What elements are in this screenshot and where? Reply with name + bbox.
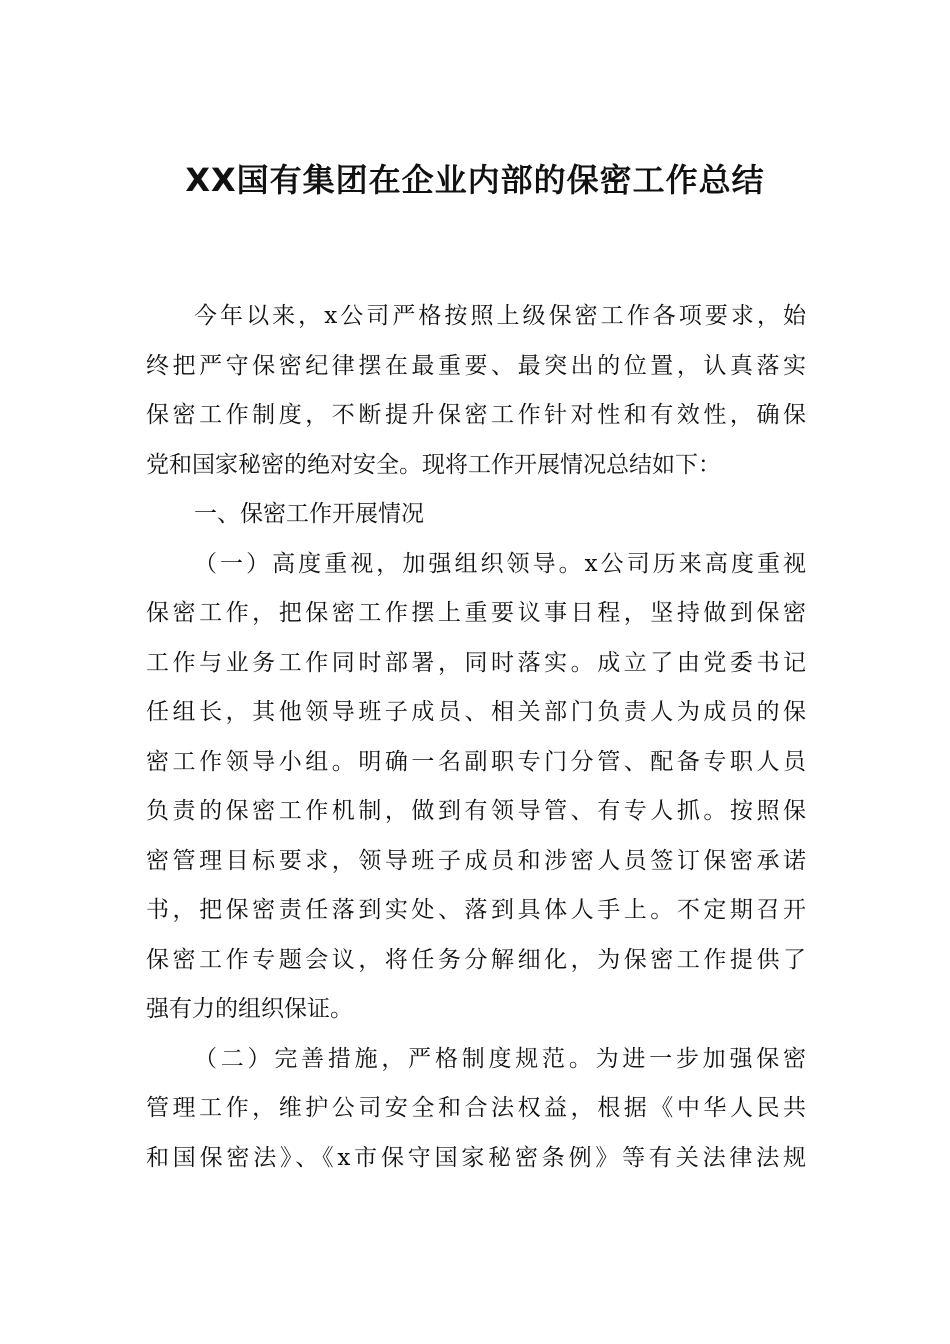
paragraph-line: 强有力的组织保证。 <box>146 996 353 1022</box>
paragraph-line: 负责的保密工作机制，做到有领导管、有专人抓。按照保 <box>146 798 806 824</box>
paragraph-line: 保密工作，把保密工作摆上重要议事日程，坚持做到保密 <box>146 600 806 626</box>
paragraph-line: 工作与业务工作同时部署，同时落实。成立了由党委书记 <box>146 649 806 676</box>
paragraph-line: 保密工作专题会议，将任务分解细化，为保密工作提供了 <box>146 946 806 973</box>
paragraph-line: 今年以来，x公司严格按照上级保密工作各项要求，始 <box>194 303 806 329</box>
paragraph-line: （一）高度重视，加强组织领导。x公司历来高度重视 <box>194 550 806 577</box>
paragraph-line: （二）完善措施，严格制度规范。为进一步加强保密 <box>194 1045 806 1072</box>
section-heading-text: 一、保密工作开展情况 <box>194 501 424 527</box>
paragraph-line: 保密工作制度，不断提升保密工作针对性和有效性，确保 <box>146 402 806 428</box>
paragraph-line: 密工作领导小组。明确一名副职专门分管、配备专职人员 <box>146 748 806 775</box>
paragraph-line: 管理工作，维护公司安全和合法权益，根据《中华人民共 <box>146 1095 806 1121</box>
section-heading <box>146 490 806 540</box>
paragraph-intro <box>146 292 806 490</box>
document-title: XX国有集团在企业内部的保密工作总结 <box>185 161 765 199</box>
paragraph-organization <box>146 540 806 1035</box>
paragraph-line: 和国保密法》、《x市保守国家秘密条例》等有关法律法规 <box>146 1144 806 1171</box>
paragraph-measures <box>146 1035 806 1184</box>
paragraph-line: 终把严守保密纪律摆在最重要、最突出的位置，认真落实 <box>146 352 806 379</box>
paragraph-line: 书，把保密责任落到实处、落到具体人手上。不定期召开 <box>146 897 806 923</box>
paragraph-line: 密管理目标要求，领导班子成员和涉密人员签订保密承诺 <box>146 847 806 874</box>
document-body <box>146 292 806 1183</box>
paragraph-line: 党和国家秘密的绝对安全。现将工作开展情况总结如下： <box>146 451 721 478</box>
paragraph-line: 任组长，其他领导班子成员、相关部门负责人为成员的保 <box>146 699 806 725</box>
